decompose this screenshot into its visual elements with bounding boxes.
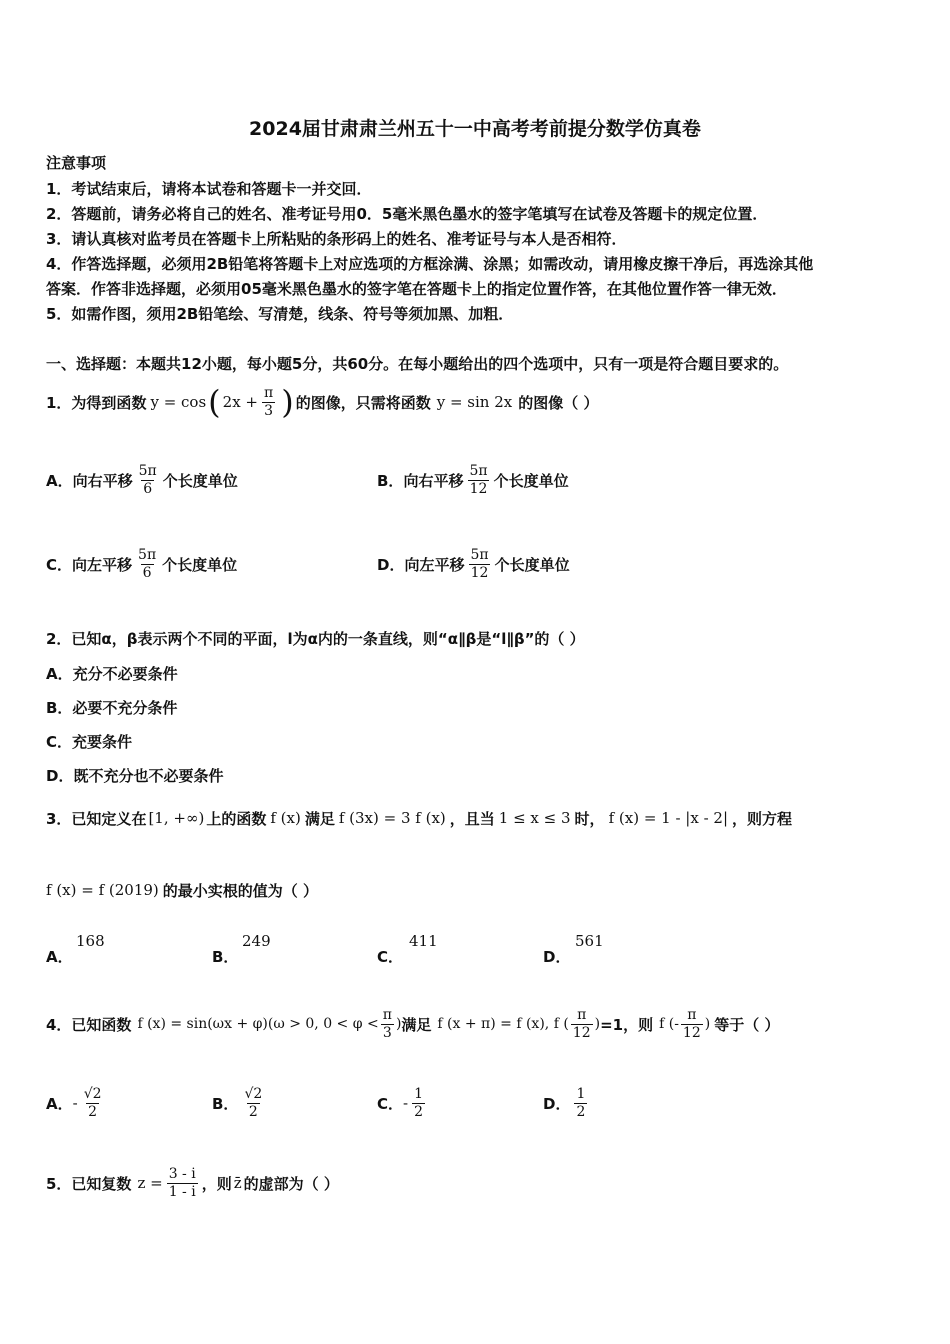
option-sign: -: [403, 1094, 409, 1112]
q1-mid: 的图像，只需将函数: [295, 393, 431, 412]
q2-option-b[interactable]: B．必要不充分条件: [46, 699, 178, 717]
notice-item-4-cont: 答案．作答非选择题，必须用05毫米黑色墨水的签字笔在答题卡上的指定位置作答，在其他位置作答一律无效．: [46, 280, 787, 298]
q1-func1-b: 2x +: [222, 393, 258, 411]
frac-den: 12: [470, 564, 489, 581]
option-value: 249: [242, 932, 271, 950]
question-5-stem: [46, 1160, 339, 1206]
option-letter: B．: [212, 948, 239, 966]
q1-option-c[interactable]: [46, 544, 237, 584]
notice-item-2: 2．答题前，请务必将自己的姓名、准考证号用0．5毫米黑色墨水的签字笔填写在试卷及答题卡的规定位置．: [46, 205, 768, 223]
q3-p7: 的最小实根的值为（ ）: [162, 881, 319, 900]
option-pre: 向左平移: [72, 555, 133, 574]
q3-p5: 时，: [574, 809, 605, 828]
q5-p3: 的虚部为（ ）: [243, 1174, 339, 1193]
frac-den: 12: [572, 1024, 591, 1041]
frac-den: 2: [248, 1103, 258, 1120]
q3-eq3: f (x) = f (2019): [46, 881, 159, 899]
notice-item-1: 1．考试结束后，请将本试卷和答题卡一并交回．: [46, 180, 372, 198]
notice-item-3: 3．请认真核对监考员在答题卡上所粘贴的条形码上的姓名、准考证号与本人是否相符．: [46, 230, 627, 248]
question-2-stem: 2．已知α，β表示两个不同的平面，l为α内的一条直线，则“α∥β是“l∥β”的（ ）: [46, 630, 585, 648]
option-value: 411: [409, 932, 438, 950]
option-fraction: [82, 1086, 104, 1121]
option-pre: 向右平移: [403, 471, 464, 490]
option-letter: B．: [212, 1094, 239, 1113]
option-letter: D．: [543, 948, 571, 966]
q4-option-a[interactable]: [46, 1080, 108, 1126]
q1-suffix: 的图像（ ）: [518, 393, 599, 412]
q1-left-paren: (: [208, 383, 221, 421]
q4-close-paren-3: ): [704, 1016, 711, 1032]
q4-func: f (x) = sin(ωx + φ)(ω > 0, 0 < φ <: [137, 1016, 379, 1032]
q4-p3: =1，则: [600, 1015, 654, 1034]
q3-p2: 上的函数: [206, 809, 267, 828]
frac-den: 2: [576, 1103, 586, 1120]
option-fraction: [467, 463, 489, 498]
q3-eq1: f (3x) = 3 f (x): [338, 809, 446, 827]
option-post: 个长度单位: [162, 555, 238, 574]
frac-num: π: [382, 1006, 392, 1023]
option-letter: A．: [46, 948, 73, 966]
q4-pi-over-12: [571, 1007, 593, 1042]
frac-num: 1: [576, 1085, 586, 1102]
option-fraction: [412, 1086, 425, 1121]
frac-num: √2: [83, 1085, 102, 1102]
q3-interval: [1, +∞): [148, 809, 205, 827]
frac-den: 12: [469, 480, 488, 497]
q1-option-a[interactable]: [46, 460, 238, 500]
q1-func1-a: y = cos: [150, 393, 207, 411]
frac-num: 5π: [138, 546, 157, 563]
q4-target: f (-: [659, 1016, 679, 1032]
option-value: 168: [76, 932, 105, 950]
option-letter: D．: [377, 555, 405, 574]
option-pre: 向右平移: [72, 471, 133, 490]
q4-p2: 满足: [401, 1015, 432, 1034]
q4-neg-pi-over-12: [681, 1007, 703, 1042]
frac-num: √2: [244, 1085, 263, 1102]
notice-item-5: 5．如需作图，须用2B铅笔绘、写清楚，线条、符号等须加黑、加粗．: [46, 305, 514, 323]
frac-den: 1 - i: [168, 1183, 196, 1200]
q4-cond: f (x + π) = f (x), f (: [437, 1016, 569, 1032]
frac-den: 12: [682, 1024, 701, 1041]
option-fraction: [574, 1086, 587, 1121]
option-fraction: [137, 463, 159, 498]
q1-pi-over-3: [262, 385, 275, 420]
option-letter: D．: [543, 1094, 571, 1113]
q4-close-paren: ): [395, 1016, 402, 1032]
option-letter: C．: [377, 948, 404, 966]
q4-p4: 等于（ ）: [714, 1015, 780, 1034]
frac-den: 3: [382, 1024, 392, 1041]
q4-p1: 4．已知函数: [46, 1015, 132, 1034]
question-3-stem: [46, 800, 792, 836]
q4-option-d[interactable]: [543, 1080, 591, 1126]
q1-pi: π: [264, 384, 274, 401]
option-pre: 向左平移: [404, 555, 465, 574]
q5-p1: 5．已知复数: [46, 1174, 132, 1193]
q4-pi-over-3: [381, 1007, 394, 1042]
q2-option-c[interactable]: C．充要条件: [46, 733, 133, 751]
q1-option-b[interactable]: [377, 460, 569, 500]
q1-right-paren: ): [281, 383, 294, 421]
notice-item-4: 4．作答选择题，必须用2B铅笔将答题卡上对应选项的方框涂满、涂黑；如需改动，请用橡皮擦干净后，再选涂其他: [46, 255, 814, 273]
frac-num: 3 - i: [168, 1165, 196, 1182]
option-letter: C．: [46, 555, 73, 574]
q2-option-d[interactable]: D．既不充分也不必要条件: [46, 767, 224, 785]
q3-eq2: f (x) = 1 - |x - 2|: [608, 809, 729, 827]
q1-prefix: 1．为得到函数: [46, 393, 147, 412]
q4-close-paren-2: ): [594, 1016, 601, 1032]
option-fraction: [242, 1086, 264, 1121]
option-post: 个长度单位: [162, 471, 238, 490]
option-fraction: [136, 547, 158, 582]
option-fraction: [468, 547, 490, 582]
section-heading: 一、选择题：本题共12小题，每小题5分，共60分。在每小题给出的四个选项中，只有一项是符合题目要求的。: [46, 355, 789, 373]
question-3-stem-cont: [46, 872, 318, 908]
q3-p1: 3．已知定义在: [46, 809, 147, 828]
option-letter: A．: [46, 471, 73, 490]
option-sign: -: [72, 1094, 78, 1112]
frac-num: 1: [414, 1085, 424, 1102]
q3-p6: ，则方程: [732, 809, 793, 828]
q4-option-c[interactable]: [377, 1080, 429, 1126]
frac-num: 5π: [138, 462, 157, 479]
q5-p2: ，则: [201, 1174, 232, 1193]
q3-fx: f (x): [270, 809, 301, 827]
frac-num: 5π: [470, 546, 489, 563]
q1-three: 3: [264, 402, 274, 419]
q4-option-b[interactable]: [212, 1080, 268, 1126]
q3-range: 1 ≤ x ≤ 3: [498, 809, 571, 827]
q5-fraction: [167, 1166, 198, 1201]
question-4-stem: [46, 1002, 779, 1046]
q5-z-eq: z =: [137, 1174, 163, 1192]
frac-den: 2: [414, 1103, 424, 1120]
option-post: 个长度单位: [493, 471, 569, 490]
option-letter: C．: [377, 1094, 404, 1113]
option-value: 561: [575, 932, 604, 950]
frac-num: 5π: [469, 462, 488, 479]
q3-p4: ，且当: [449, 809, 495, 828]
notice-heading: 注意事项: [46, 154, 107, 172]
frac-den: 6: [142, 564, 152, 581]
frac-num: π: [687, 1006, 697, 1023]
question-1-stem: [46, 380, 598, 424]
q1-func2: y = sin 2x: [436, 393, 513, 411]
page-title: 2024届甘肃肃兰州五十一中高考考前提分数学仿真卷: [249, 118, 701, 140]
option-post: 个长度单位: [494, 555, 570, 574]
q2-option-a[interactable]: A．充分不必要条件: [46, 665, 178, 683]
option-letter: A．: [46, 1094, 73, 1113]
q5-zbar: z̄: [233, 1174, 242, 1192]
frac-den: 2: [88, 1103, 98, 1120]
q1-option-d[interactable]: [377, 544, 570, 584]
frac-num: π: [577, 1006, 587, 1023]
q3-p3: 满足: [304, 809, 335, 828]
option-letter: B．: [377, 471, 404, 490]
frac-den: 6: [143, 480, 153, 497]
